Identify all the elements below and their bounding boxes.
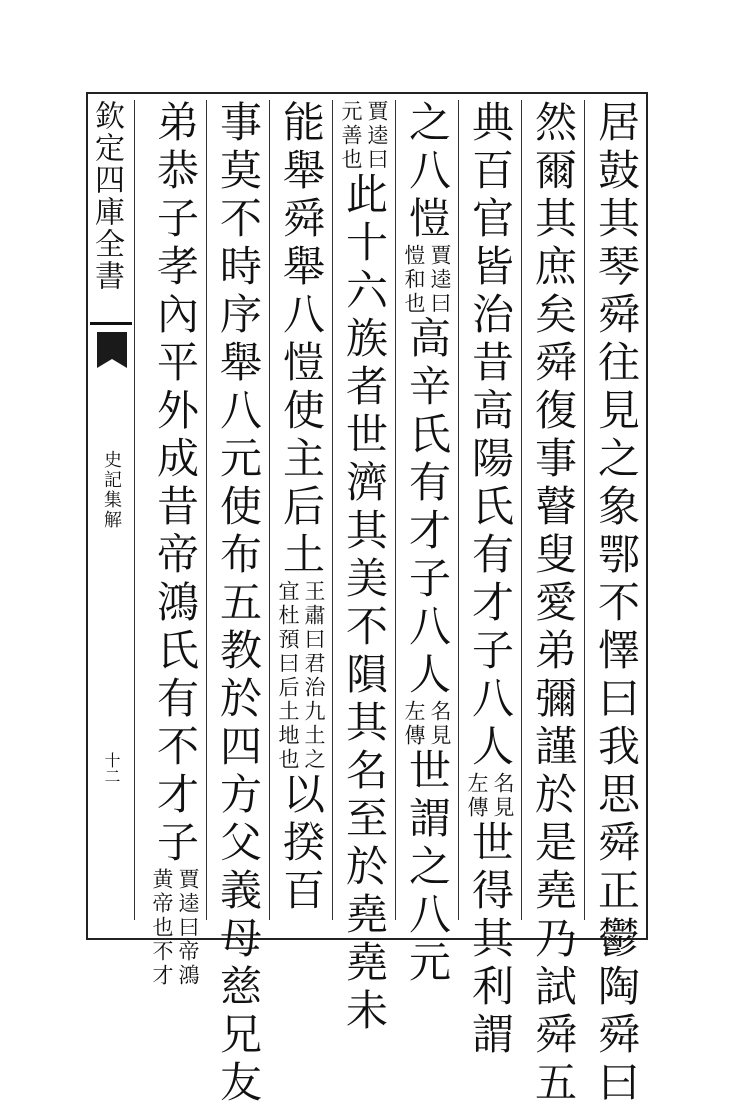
main-text: 之八愷 (403, 100, 452, 244)
column-divider (206, 100, 207, 920)
book-title: 史記集解 (101, 450, 122, 530)
commentary-line: 賈逵曰 (365, 100, 389, 172)
column-divider (584, 100, 585, 920)
text-column (401, 100, 453, 988)
main-text: 此十六族者世濟其美不隕其名至於堯堯未 (340, 172, 389, 1036)
fish-tail-icon (97, 332, 127, 368)
main-text: 高辛氏有才子八人 (403, 316, 452, 700)
commentary-line: 左傳 (465, 772, 489, 820)
text-column (527, 100, 579, 1108)
column-divider (269, 100, 270, 920)
commentary-line: 賈逵曰帝鴻 (176, 868, 200, 988)
commentary-note (464, 772, 516, 820)
commentary-note (338, 100, 390, 172)
commentary-line: 左傳 (402, 700, 426, 748)
column-divider (332, 100, 333, 920)
commentary-line: 宜杜預曰后土地也 (276, 580, 300, 772)
commentary-note (275, 580, 327, 772)
text-column (275, 100, 327, 920)
main-text: 以揆百 (277, 772, 326, 916)
commentary-line: 王肅曰君治九土之 (302, 580, 326, 772)
main-text: 能舉舜舉八愷使主后土 (277, 100, 326, 580)
main-text: 弟恭子孝內平外成昔帝鴻氏有不才子 (151, 100, 200, 868)
commentary-line: 元善也 (339, 100, 363, 172)
main-text: 世謂之八元 (403, 748, 452, 988)
page-number: 十二 (102, 752, 121, 784)
main-text: 居鼓其琴舜往見之象鄂不懌曰我思舜正鬱陶舜曰 (592, 100, 641, 1108)
text-column (464, 100, 516, 1060)
frame-right-line (646, 92, 648, 940)
commentary-line: 名見 (428, 700, 452, 748)
main-text: 典百官皆治昔高陽氏有才子八人 (466, 100, 515, 772)
commentary-note (401, 244, 453, 316)
commentary-line: 賈逵曰 (428, 244, 452, 316)
frame-top-line (88, 92, 648, 94)
column-divider (134, 100, 135, 920)
commentary-line: 黄帝也不才 (150, 868, 174, 988)
text-column (590, 100, 642, 1108)
text-column (149, 100, 201, 988)
fish-tail-rule (90, 322, 132, 325)
main-text: 世得其利謂 (466, 820, 515, 1060)
text-column (338, 100, 390, 1036)
column-divider (458, 100, 459, 920)
running-header-title: 欽定四庫全書 (89, 100, 124, 292)
commentary-note (149, 868, 201, 988)
commentary-note (401, 700, 453, 748)
commentary-line: 愷和也 (402, 244, 426, 316)
commentary-line: 名見 (491, 772, 515, 820)
column-divider (395, 100, 396, 920)
main-text: 事莫不時序舉八元使布五教於四方父義母慈兄友 (214, 100, 263, 1108)
column-divider (521, 100, 522, 920)
main-text: 然爾其庶矣舜復事瞽叟愛弟彌謹於是堯乃試舜五 (529, 100, 578, 1108)
text-column (212, 100, 264, 1108)
